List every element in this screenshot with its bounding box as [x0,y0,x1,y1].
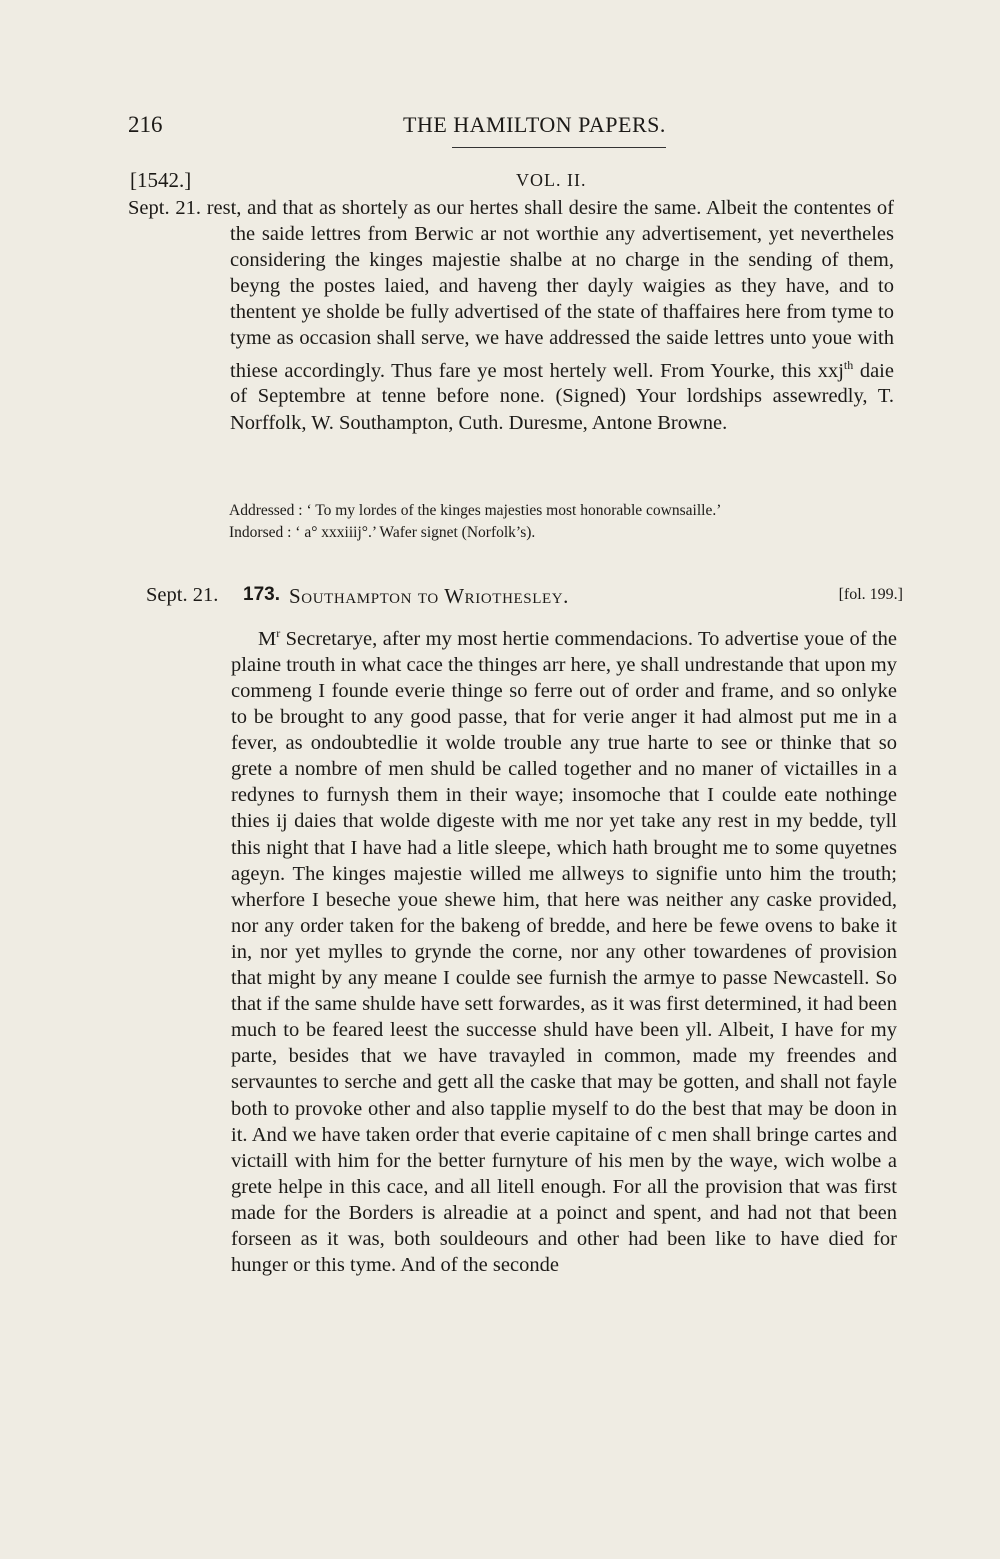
letter-body-text: Secretarye, after my most hertie commendacions. To advertise youe of the plaine trouth in what cace the thinges arr here, ye shall undrestande that upon my commeng I founde everie thinge so ferre out of order and frame, and so onlyke to be brought to any good passe, that for verie anger it had almost put me in a fever, as ondoubtedlie it wolde trouble any true harte to see or thinke that so grete a nombre of men shuld be called together and no maner of victailles in a redynes to furnysh them in their waye; insomoche that I coulde eate nothinge thies ij daies that wolde digeste with me nor yet take any rest in my bedde, tyll this night that I have had a litle sleepe, which hath brought me to some quyetnes ageyn. The kinges majestie willed me allweys to signifie unto him the trouth; wherfore I beseche youe shewe him, that here was neither any caske provided, nor any order taken for the bakeng of bredde, and here be fewe ovens to bake it in, nor yet mylles to grynde the corne, nor any other towardenes of provision that might by any meane I coulde see furnish the armye to passe Newcastell. So that if the same shulde have sett forwardes, as it was first determined, it had been much to be feared leest the successe shuld have been yll. Albeit, I have for my parte, besides that we have travayled in common, made my freendes and servauntes to serche and gett all the caske that may be gotten, and shall not fayle both to provoke other and also tapplie myself to do the best that may be doon in it. And we have taken order that everie capitaine of c men shall bringe cartes and victaill with him for the better furnyture of his men by the waye, wich wolbe a grete helpe in this cace, and all litell enough. For all the provision that was first made for the Borders is alreadie at a poinct and spent, and had not that been forseen as it was, both souldeours and other had been like to have died for hunger or this tyme. And of the seconde [231,627,897,1277]
salutation-superscript: r [276,626,281,640]
year-marker: [1542.] [130,168,192,192]
letter-body [231,620,897,1278]
continuation-date: Sept. 21. [128,197,201,219]
continuation-text-end: daie of Septembre at tenne before none. (Signed) Your lordships assewredly, T. Norffolk, W. Southampton, Cuth. Duresme, Antone Browne. [230,359,894,434]
running-title: THE HAMILTON PAPERS. [403,112,666,137]
volume-marker: VOL. II. [516,170,587,190]
letter-number: 173. [243,584,280,605]
continuation-paragraph [128,195,894,436]
page-number: 216 [128,112,163,137]
folio-reference: [fol. 199.] [838,586,903,603]
addressed-line: Addressed : ‘ To my lordes of the kinges majesties most honorable cownsaille.’ [229,502,722,519]
ordinal-superscript: th [843,357,854,372]
header-rule [452,147,666,148]
letter-title: Southampton to Wriothesley. [289,584,570,608]
page-header [128,112,898,146]
letter-heading [146,584,906,614]
indorsed-line: Indorsed : ‘ a° xxxiiij°.’ Wafer signet (Norfolk’s). [229,524,536,541]
salutation-prefix: M [258,627,277,650]
letter-date: Sept. 21. [146,584,219,606]
endorsement-note [229,500,909,544]
continuation-text: rest, and that as shortely as our hertes shall desire the same. Albeit the contentes of the saide lettres from Berwic ar not worthie any advertisement, yet nevertheles considering the kinges majestie shalbe at no charge in the sending of them, beyng the postes laied, and haveng ther dayly waigies as they have, and to thentent ye sholde be fully advertised of the state of thaffaires here from tyme to tyme as occasion shall serve, we have addressed the saide lettres unto youe with thiese accordingly. Thus fare ye most hertely well. From Yourke, this xxj [206,197,895,382]
